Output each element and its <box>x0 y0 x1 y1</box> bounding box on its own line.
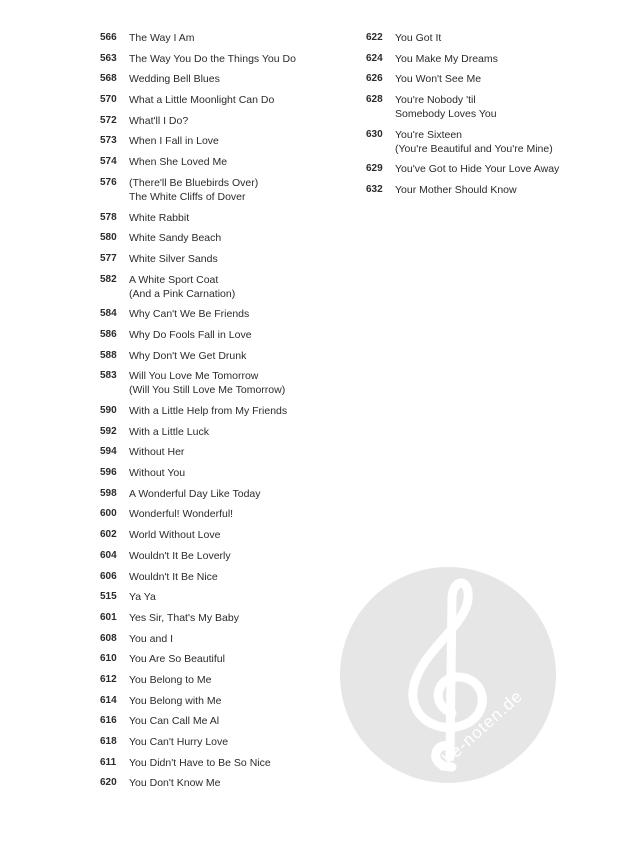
song-title: You Make My Dreams <box>395 52 498 65</box>
index-entry <box>100 252 345 266</box>
page-number: 586 <box>100 328 117 340</box>
index-entry <box>366 128 626 156</box>
index-entry <box>100 652 345 666</box>
song-title: The Way You Do the Things You Do <box>129 52 296 65</box>
song-title: When She Loved Me <box>129 156 228 169</box>
index-entry <box>100 72 345 86</box>
page-number: 620 <box>100 777 117 789</box>
index-entry <box>100 466 345 480</box>
page-number: 629 <box>366 163 383 175</box>
page-number: 574 <box>100 156 117 168</box>
index-entry <box>100 425 345 439</box>
song-title: You're Sixteen (You're Beautiful and You're Mine) <box>395 128 553 155</box>
song-title: You've Got to Hide Your Love Away <box>395 163 560 176</box>
page-number: 606 <box>100 570 117 582</box>
index-column-left <box>100 31 345 797</box>
song-title: A Wonderful Day Like Today <box>129 487 261 500</box>
index-entry <box>100 155 345 169</box>
song-title: You Are So Beautiful <box>129 653 225 666</box>
index-entry <box>366 93 626 121</box>
page-number: 622 <box>366 32 383 43</box>
index-entry <box>100 549 345 563</box>
page-number: 592 <box>100 425 117 437</box>
page-number: 584 <box>100 308 117 320</box>
song-title: Why Don't We Get Drunk <box>129 349 247 362</box>
index-entry <box>100 632 345 646</box>
page-number: 588 <box>100 349 117 361</box>
index-entry <box>100 528 345 542</box>
page-number: 610 <box>100 653 117 665</box>
song-title: Wonderful! Wonderful! <box>129 508 234 521</box>
page-number: 604 <box>100 549 117 561</box>
page-number: 573 <box>100 135 117 147</box>
song-title: You Can't Hurry Love <box>129 736 229 748</box>
index-entry <box>100 735 345 749</box>
page-number: 582 <box>100 273 117 285</box>
page-number: 632 <box>366 184 383 196</box>
song-title: You Don't Know Me <box>129 777 221 790</box>
page-number: 515 <box>100 591 117 603</box>
song-title: When I Fall in Love <box>129 135 219 148</box>
song-title: Without You <box>129 467 186 480</box>
song-title: Your Mother Should Know <box>395 184 517 197</box>
song-title: What'll I Do? <box>129 114 189 127</box>
index-entry <box>100 507 345 521</box>
page-number: 576 <box>100 176 117 188</box>
song-title: Without Her <box>129 446 185 459</box>
index-entry <box>100 445 345 459</box>
page-number: 568 <box>100 73 117 85</box>
index-entry <box>100 590 345 604</box>
index-entry <box>366 31 626 45</box>
index-entry <box>100 611 345 625</box>
index-entry <box>366 162 626 176</box>
song-title: Yes Sir, That's My Baby <box>129 611 239 624</box>
page-number: 626 <box>366 73 383 85</box>
page-number: 572 <box>100 114 117 126</box>
page-number: 630 <box>366 128 383 140</box>
song-title: World Without Love <box>129 529 221 542</box>
song-title: Ya Ya <box>129 591 156 604</box>
page-number: 583 <box>100 370 117 382</box>
page-number: 628 <box>366 94 383 106</box>
index-entry <box>100 31 345 45</box>
index-entry <box>100 673 345 687</box>
song-title: You Belong with Me <box>129 694 222 707</box>
page-number: 611 <box>100 756 117 768</box>
song-title: You and I <box>129 632 173 645</box>
song-title: The Way I Am <box>129 32 195 44</box>
index-entry <box>100 93 345 107</box>
page-number: 598 <box>100 487 117 499</box>
song-title: Why Can't We Be Friends <box>129 308 250 321</box>
song-title: (There'll Be Bluebirds Over) The White Cliffs of Dover <box>129 176 259 203</box>
page-number: 602 <box>100 529 117 541</box>
index-entry <box>100 404 345 418</box>
song-title: White Rabbit <box>129 211 190 224</box>
song-title: With a Little Luck <box>129 425 209 438</box>
song-title: With a Little Help from My Friends <box>129 405 288 417</box>
song-title: Why Do Fools Fall in Love <box>129 328 252 341</box>
page-number: 616 <box>100 715 117 727</box>
index-entry <box>100 273 345 301</box>
index-entry <box>100 776 345 790</box>
index-entry <box>100 114 345 128</box>
page-number: 578 <box>100 211 117 223</box>
index-entry <box>100 487 345 501</box>
index-entry <box>100 694 345 708</box>
page-number: 601 <box>100 611 117 623</box>
page-number: 618 <box>100 736 117 747</box>
song-title: A White Sport Coat (And a Pink Carnation) <box>129 273 236 300</box>
song-title: White Sandy Beach <box>129 232 222 245</box>
page-number: 570 <box>100 94 117 106</box>
treble-clef-watermark-icon <box>340 567 556 783</box>
page-number: 596 <box>100 467 117 479</box>
page-number: 563 <box>100 52 117 64</box>
song-title: You Got It <box>395 32 442 44</box>
index-column-right <box>366 31 626 204</box>
song-title: You Belong to Me <box>129 673 212 686</box>
song-title: Wouldn't It Be Nice <box>129 570 218 583</box>
index-entry <box>366 52 626 66</box>
page-number: 600 <box>100 508 117 520</box>
song-title: White Silver Sands <box>129 252 218 265</box>
song-title: You Didn't Have to Be So Nice <box>129 756 271 769</box>
song-title: You Can Call Me Al <box>129 715 220 728</box>
watermark-text: alle-noten.de <box>431 686 527 775</box>
page-number: 614 <box>100 694 117 706</box>
page-number: 608 <box>100 632 117 644</box>
page-number: 624 <box>366 52 383 64</box>
index-entry <box>100 349 345 363</box>
song-title: What a Little Moonlight Can Do <box>129 94 275 107</box>
index-entry <box>100 328 345 342</box>
index-entry <box>100 307 345 321</box>
index-entry <box>100 756 345 770</box>
index-entry <box>366 72 626 86</box>
page-number: 594 <box>100 446 117 458</box>
index-entry <box>100 52 345 66</box>
index-entry <box>100 211 345 225</box>
page-number: 577 <box>100 252 117 264</box>
index-entry <box>100 369 345 397</box>
song-title: Will You Love Me Tomorrow (Will You Still Love Me Tomorrow) <box>129 370 286 397</box>
index-entry <box>100 231 345 245</box>
page-number: 590 <box>100 405 117 416</box>
index-entry <box>366 183 626 197</box>
song-title: Wedding Bell Blues <box>129 73 220 86</box>
index-entry <box>100 176 345 204</box>
page-number: 566 <box>100 32 117 43</box>
song-title: You're Nobody 'til Somebody Loves You <box>395 94 497 121</box>
page-number: 612 <box>100 673 117 685</box>
index-entry <box>100 714 345 728</box>
song-title: Wouldn't It Be Loverly <box>129 549 231 562</box>
page-number: 580 <box>100 232 117 244</box>
index-entry <box>100 134 345 148</box>
index-entry <box>100 570 345 584</box>
song-title: You Won't See Me <box>395 73 482 86</box>
